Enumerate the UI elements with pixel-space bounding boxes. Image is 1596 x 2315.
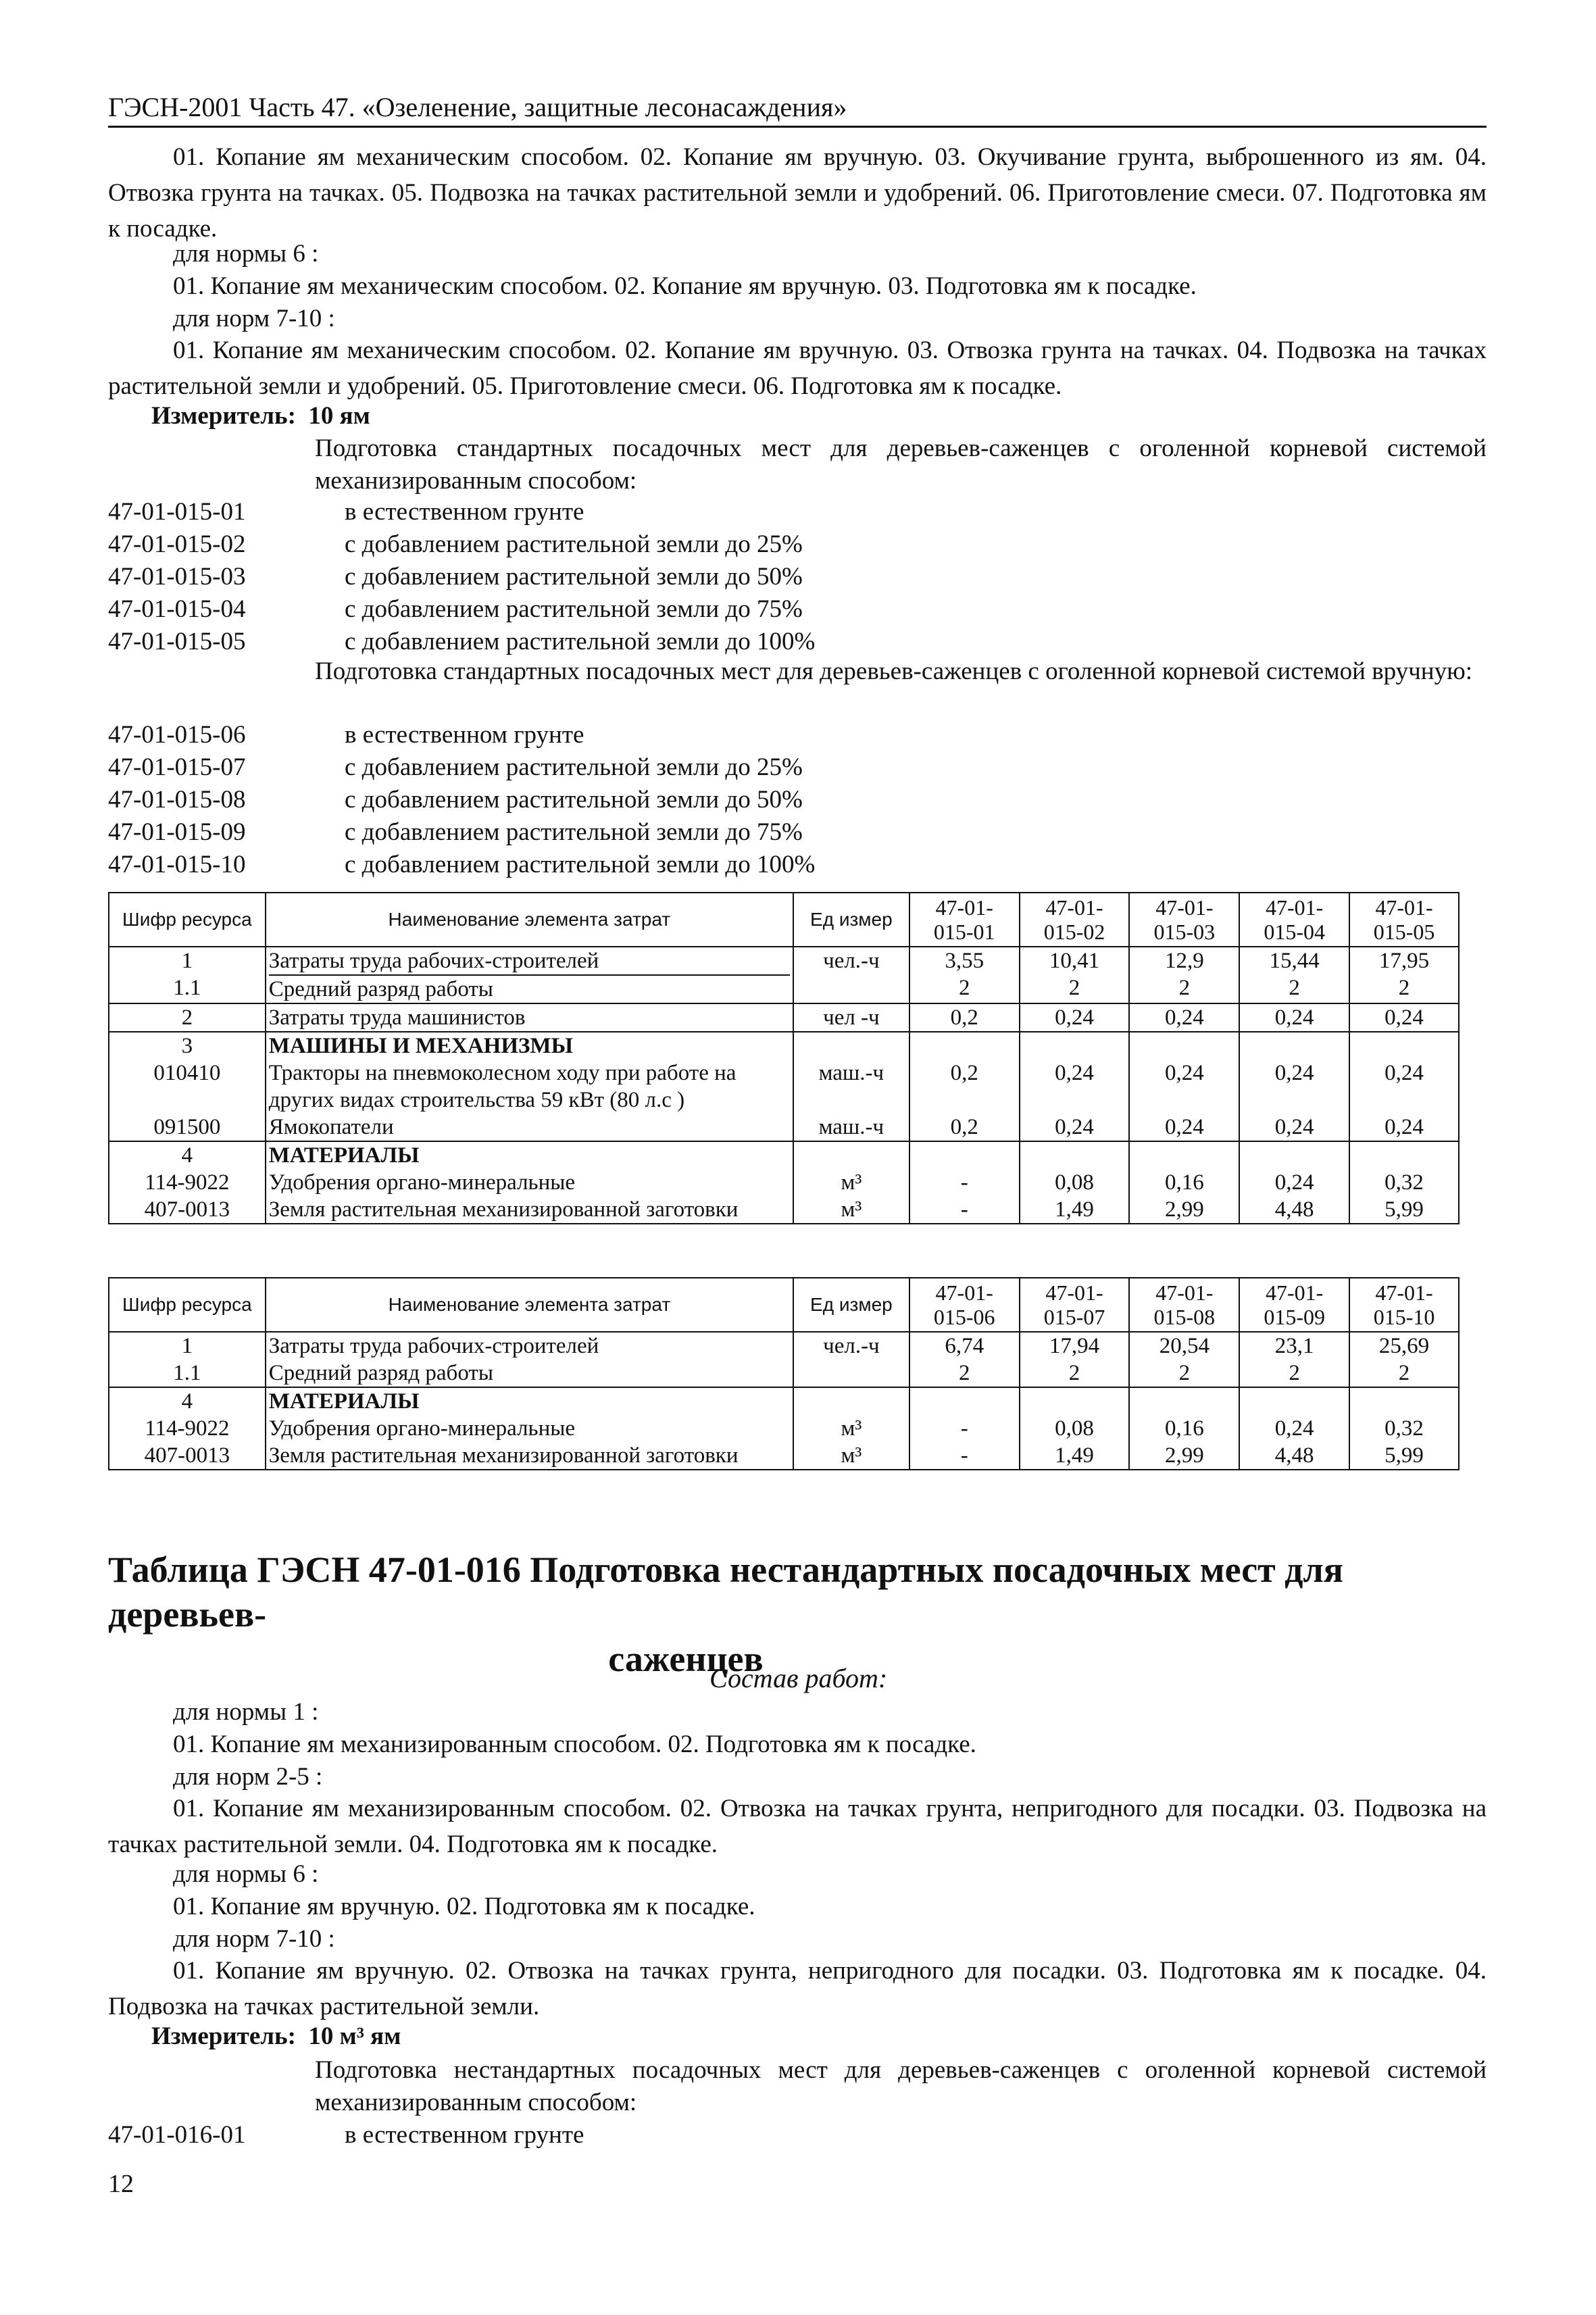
norm-description: в естественном грунте xyxy=(345,2121,584,2149)
resource-code: 1 xyxy=(181,1334,193,1358)
value: 0,32 xyxy=(1385,1416,1424,1441)
work-composition-paragraph xyxy=(108,139,1487,247)
header-norm-col: 47-01- 015-02 xyxy=(1020,893,1130,947)
value: 0,08 xyxy=(1055,1170,1094,1195)
unit: м³ xyxy=(841,1443,862,1468)
work-composition-text: 01. Копание ям механизированным способом. 02. Подготовка ям к посадке. xyxy=(173,1731,976,1758)
header-resource-code: Шифр ресурса xyxy=(109,893,266,947)
table-row xyxy=(109,1032,1459,1141)
unit: чел -ч xyxy=(823,1005,880,1030)
norm-range-label: для норм 7-10 : xyxy=(173,1925,335,1953)
value: 2 xyxy=(1068,1361,1080,1385)
norm-group-title: Подготовка стандартных посадочных мест для деревьев-саженцев с оголенной корневой системой механизированным способом: xyxy=(315,434,1487,495)
resource-code: 4 xyxy=(181,1143,193,1168)
norm-range-label: для норм 2-5 : xyxy=(173,1763,323,1791)
norm-description: с добавлением растительной земли до 50% xyxy=(345,786,803,814)
value: 0,24 xyxy=(1274,1170,1314,1195)
unit: маш.-ч xyxy=(818,1115,884,1139)
norm-range-label: для нормы 6 : xyxy=(173,1860,319,1888)
value: 0,24 xyxy=(1055,1061,1094,1085)
table-row xyxy=(109,1332,1459,1387)
resource-code: 114-9022 xyxy=(145,1416,230,1441)
norm-code: 47-01-015-09 xyxy=(108,818,246,846)
value: 12,9 xyxy=(1164,949,1204,973)
value: 6,74 xyxy=(945,1334,984,1358)
norm-description: с добавлением растительной земли до 75% xyxy=(345,595,803,623)
value: 2 xyxy=(958,976,970,1000)
unit: маш.-ч xyxy=(818,1061,884,1085)
cost-element-name: Тракторы на пневмоколесном ходу при работе на других видах строительства 59 кВт (80 л.с ) xyxy=(268,1061,737,1112)
section-heading: МАТЕРИАЛЫ xyxy=(268,1143,420,1168)
value: 1,49 xyxy=(1055,1197,1094,1222)
header-norm-col: 47-01- 015-09 xyxy=(1239,1278,1349,1332)
value: 2 xyxy=(1289,976,1300,1000)
resource-code: 4 xyxy=(181,1389,193,1414)
norm-group-title: Подготовка стандартных посадочных мест для деревьев-саженцев с оголенной корневой системой вручную: xyxy=(315,657,1473,685)
value: 0,24 xyxy=(1055,1115,1094,1139)
norm-code: 47-01-016-01 xyxy=(108,2121,246,2149)
value: 3,55 xyxy=(945,949,984,973)
value: 0,24 xyxy=(1164,1005,1204,1030)
norm-description: с добавлением растительной земли до 100% xyxy=(345,628,816,655)
header-cost-element: Наименование элемента затрат xyxy=(266,893,793,947)
cost-element-name: Затраты труда машинистов xyxy=(268,1005,526,1030)
value: 10,41 xyxy=(1049,949,1100,973)
value: 0,24 xyxy=(1274,1115,1314,1139)
norm-code: 47-01-015-07 xyxy=(108,753,246,781)
value: 0,08 xyxy=(1055,1416,1094,1441)
norm-description: с добавлением растительной земли до 100% xyxy=(345,851,816,878)
norm-range-label: для норм 7-10 : xyxy=(173,305,335,332)
value: 0,24 xyxy=(1385,1061,1424,1085)
value: 0,2 xyxy=(950,1005,978,1030)
value: - xyxy=(960,1443,968,1468)
value: 0,2 xyxy=(950,1061,978,1085)
header-norm-col: 47-01- 015-04 xyxy=(1239,893,1349,947)
header-norm-col: 47-01- 015-07 xyxy=(1020,1278,1130,1332)
header-norm-col: 47-01- 015-05 xyxy=(1349,893,1459,947)
value: 0,24 xyxy=(1164,1061,1204,1085)
table-row xyxy=(109,1003,1459,1032)
section-title-line: Таблица ГЭСН 47-01-016 Подготовка нестандартных посадочных мест для деревьев- xyxy=(108,1549,1344,1635)
header-norm-col: 47-01- 015-03 xyxy=(1129,893,1239,947)
value: 4,48 xyxy=(1274,1197,1314,1222)
value: 0,2 xyxy=(950,1115,978,1139)
value: 0,24 xyxy=(1164,1115,1204,1139)
measure-label: Измеритель: xyxy=(151,402,296,430)
header-norm-col: 47-01- 015-08 xyxy=(1129,1278,1239,1332)
resource-code: 010410 xyxy=(153,1061,221,1085)
work-composition-text: 01. Копание ям вручную. 02. Подготовка ям к посадке. xyxy=(173,1893,755,1920)
value: 23,1 xyxy=(1274,1334,1314,1358)
work-composition-text: 01. Копание ям механическим способом. 02. Копание ям вручную. 03. Окучивание грунта, выброшенного из ям. 04. Отвозка грунта на тачках. 05. Подвозка на тачках растительной земли и удобрений. 06. Приготовление смеси. 07. Подготовка ям к посадке. xyxy=(108,143,1487,243)
section-heading: МАТЕРИАЛЫ xyxy=(268,1389,420,1414)
running-header: ГЭСН-2001 Часть 47. «Озеленение, защитные лесонасаждения» xyxy=(108,92,847,122)
resource-code: 407-0013 xyxy=(144,1443,230,1468)
work-composition-text: 01. Копание ям механизированным способом. 02. Отвозка на тачках грунта, непригодного для посадки. 03. Подвозка на тачках растительной земли. 04. Подготовка ям к посадке. xyxy=(108,1795,1487,1858)
cost-element-name: Земля растительная механизированной заготовки xyxy=(268,1443,739,1468)
resource-code: 091500 xyxy=(153,1115,221,1139)
value: 2 xyxy=(1398,1361,1410,1385)
resource-code: 1.1 xyxy=(173,1361,201,1385)
value: 0,16 xyxy=(1164,1416,1204,1441)
measure-line xyxy=(151,400,370,432)
measure-label: Измеритель: xyxy=(151,2022,296,2050)
cost-element-name: Ямокопатели xyxy=(268,1115,394,1139)
work-composition-text: 01. Копание ям механическим способом. 02. Копание ям вручную. 03. Подготовка ям к посадке. xyxy=(173,272,1197,300)
value: 5,99 xyxy=(1385,1197,1424,1222)
work-composition-text: 01. Копание ям механическим способом. 02. Копание ям вручную. 03. Отвозка грунта на тачках. 04. Подвозка на тачках растительной земли и удобрений. 05. Приготовление смеси. 06. Подготовка ям к посадке. xyxy=(108,337,1487,400)
norm-code: 47-01-015-04 xyxy=(108,595,246,623)
work-composition-text: 01. Копание ям вручную. 02. Отвозка на тачках грунта, непригодного для посадки. 03. Подготовка ям к посадке. 04. Подвозка на тачках растительной земли. xyxy=(108,1957,1487,2020)
value: 0,24 xyxy=(1274,1005,1314,1030)
work-composition-heading: Состав работ: xyxy=(709,1663,888,1693)
cost-element-name: Затраты труда рабочих-строителей xyxy=(269,947,790,976)
measure-value: 10 ям xyxy=(308,402,370,430)
unit: чел.-ч xyxy=(823,949,880,973)
norm-code: 47-01-015-05 xyxy=(108,628,246,655)
cost-element-name: Средний разряд работы xyxy=(268,1361,493,1385)
resource-code: 114-9022 xyxy=(145,1170,230,1195)
norm-range-label: для нормы 1 : xyxy=(173,1698,319,1726)
header-unit: Ед измер xyxy=(793,893,909,947)
norm-description: в естественном грунте xyxy=(345,721,584,749)
header-norm-col: 47-01- 015-06 xyxy=(909,1278,1020,1332)
value: 2 xyxy=(1289,1361,1300,1385)
value: 0,16 xyxy=(1164,1170,1204,1195)
unit: м³ xyxy=(841,1197,862,1222)
value: - xyxy=(960,1416,968,1441)
value: - xyxy=(960,1197,968,1222)
section-title-line: саженцев xyxy=(608,1639,764,1679)
resource-code: 1 xyxy=(181,949,193,973)
header-cost-element: Наименование элемента затрат xyxy=(266,1278,793,1332)
norm-description: с добавлением растительной земли до 50% xyxy=(345,563,803,591)
header-unit: Ед измер xyxy=(793,1278,909,1332)
norm-description: с добавлением растительной земли до 25% xyxy=(345,530,803,558)
table-row xyxy=(109,1141,1459,1224)
value: 2 xyxy=(1178,976,1191,1000)
resource-code: 407-0013 xyxy=(144,1197,230,1222)
resource-code: 2 xyxy=(181,1005,193,1030)
header-norm-col: 47-01- 015-10 xyxy=(1349,1278,1459,1332)
norm-code: 47-01-015-08 xyxy=(108,786,246,814)
value: 0,24 xyxy=(1274,1061,1314,1085)
value: 2 xyxy=(1178,1361,1191,1385)
value: 0,24 xyxy=(1274,1416,1314,1441)
value: 17,94 xyxy=(1049,1334,1100,1358)
page-number: 12 xyxy=(108,2170,134,2198)
section-title xyxy=(108,1547,1487,1681)
unit: чел.-ч xyxy=(823,1334,880,1358)
work-composition-paragraph xyxy=(108,1953,1487,2024)
work-composition-paragraph xyxy=(108,332,1487,404)
value: 2 xyxy=(1068,976,1080,1000)
value: 2,99 xyxy=(1164,1197,1204,1222)
value: 15,44 xyxy=(1269,949,1320,973)
resource-table xyxy=(108,892,1460,1224)
header-norm-col: 47-01- 015-01 xyxy=(909,893,1020,947)
norm-group-title: Подготовка нестандартных посадочных мест для деревьев-саженцев с оголенной корневой системой механизированным способом: xyxy=(315,2056,1487,2116)
value: 1,49 xyxy=(1055,1443,1094,1468)
table-row xyxy=(109,947,1459,1003)
norm-code: 47-01-015-03 xyxy=(108,563,246,591)
unit: м³ xyxy=(841,1170,862,1195)
work-composition-paragraph xyxy=(108,1791,1487,1862)
norm-description: в естественном грунте xyxy=(345,498,584,526)
value: 5,99 xyxy=(1385,1443,1424,1468)
measure-value: 10 м³ ям xyxy=(308,2022,401,2050)
header-rule xyxy=(108,126,1487,128)
cost-element-name: Удобрения органо-минеральные xyxy=(268,1170,576,1195)
value: 0,24 xyxy=(1385,1115,1424,1139)
section-heading: МАШИНЫ И МЕХАНИЗМЫ xyxy=(268,1034,573,1058)
norm-code: 47-01-015-01 xyxy=(108,498,246,526)
value: 2 xyxy=(958,1361,970,1385)
value: - xyxy=(960,1170,968,1195)
resource-code: 1.1 xyxy=(173,976,201,1000)
value: 17,95 xyxy=(1378,949,1430,973)
value: 20,54 xyxy=(1159,1334,1210,1358)
cost-element-name: Земля растительная механизированной заготовки xyxy=(268,1197,739,1222)
norm-description: с добавлением растительной земли до 25% xyxy=(345,753,803,781)
cost-element-name: Удобрения органо-минеральные xyxy=(268,1416,576,1441)
resource-code: 3 xyxy=(181,1034,193,1058)
cost-element-name: Затраты труда рабочих-строителей xyxy=(268,1334,599,1358)
value: 4,48 xyxy=(1274,1443,1314,1468)
value: 25,69 xyxy=(1378,1334,1430,1358)
cost-element-name: Средний разряд работы xyxy=(268,977,493,1001)
norm-code: 47-01-015-02 xyxy=(108,530,246,558)
value: 0,24 xyxy=(1055,1005,1094,1030)
measure-line xyxy=(151,2020,401,2053)
value: 2 xyxy=(1398,976,1410,1000)
norm-description: с добавлением растительной земли до 75% xyxy=(345,818,803,846)
table-row xyxy=(109,1387,1459,1470)
value: 0,32 xyxy=(1385,1170,1424,1195)
value: 2,99 xyxy=(1164,1443,1204,1468)
norm-range-label: для нормы 6 : xyxy=(173,240,319,268)
unit: м³ xyxy=(841,1416,862,1441)
header-resource-code: Шифр ресурса xyxy=(109,1278,266,1332)
norm-code: 47-01-015-10 xyxy=(108,851,246,878)
value: 0,24 xyxy=(1385,1005,1424,1030)
resource-table xyxy=(108,1277,1460,1470)
norm-code: 47-01-015-06 xyxy=(108,721,246,749)
